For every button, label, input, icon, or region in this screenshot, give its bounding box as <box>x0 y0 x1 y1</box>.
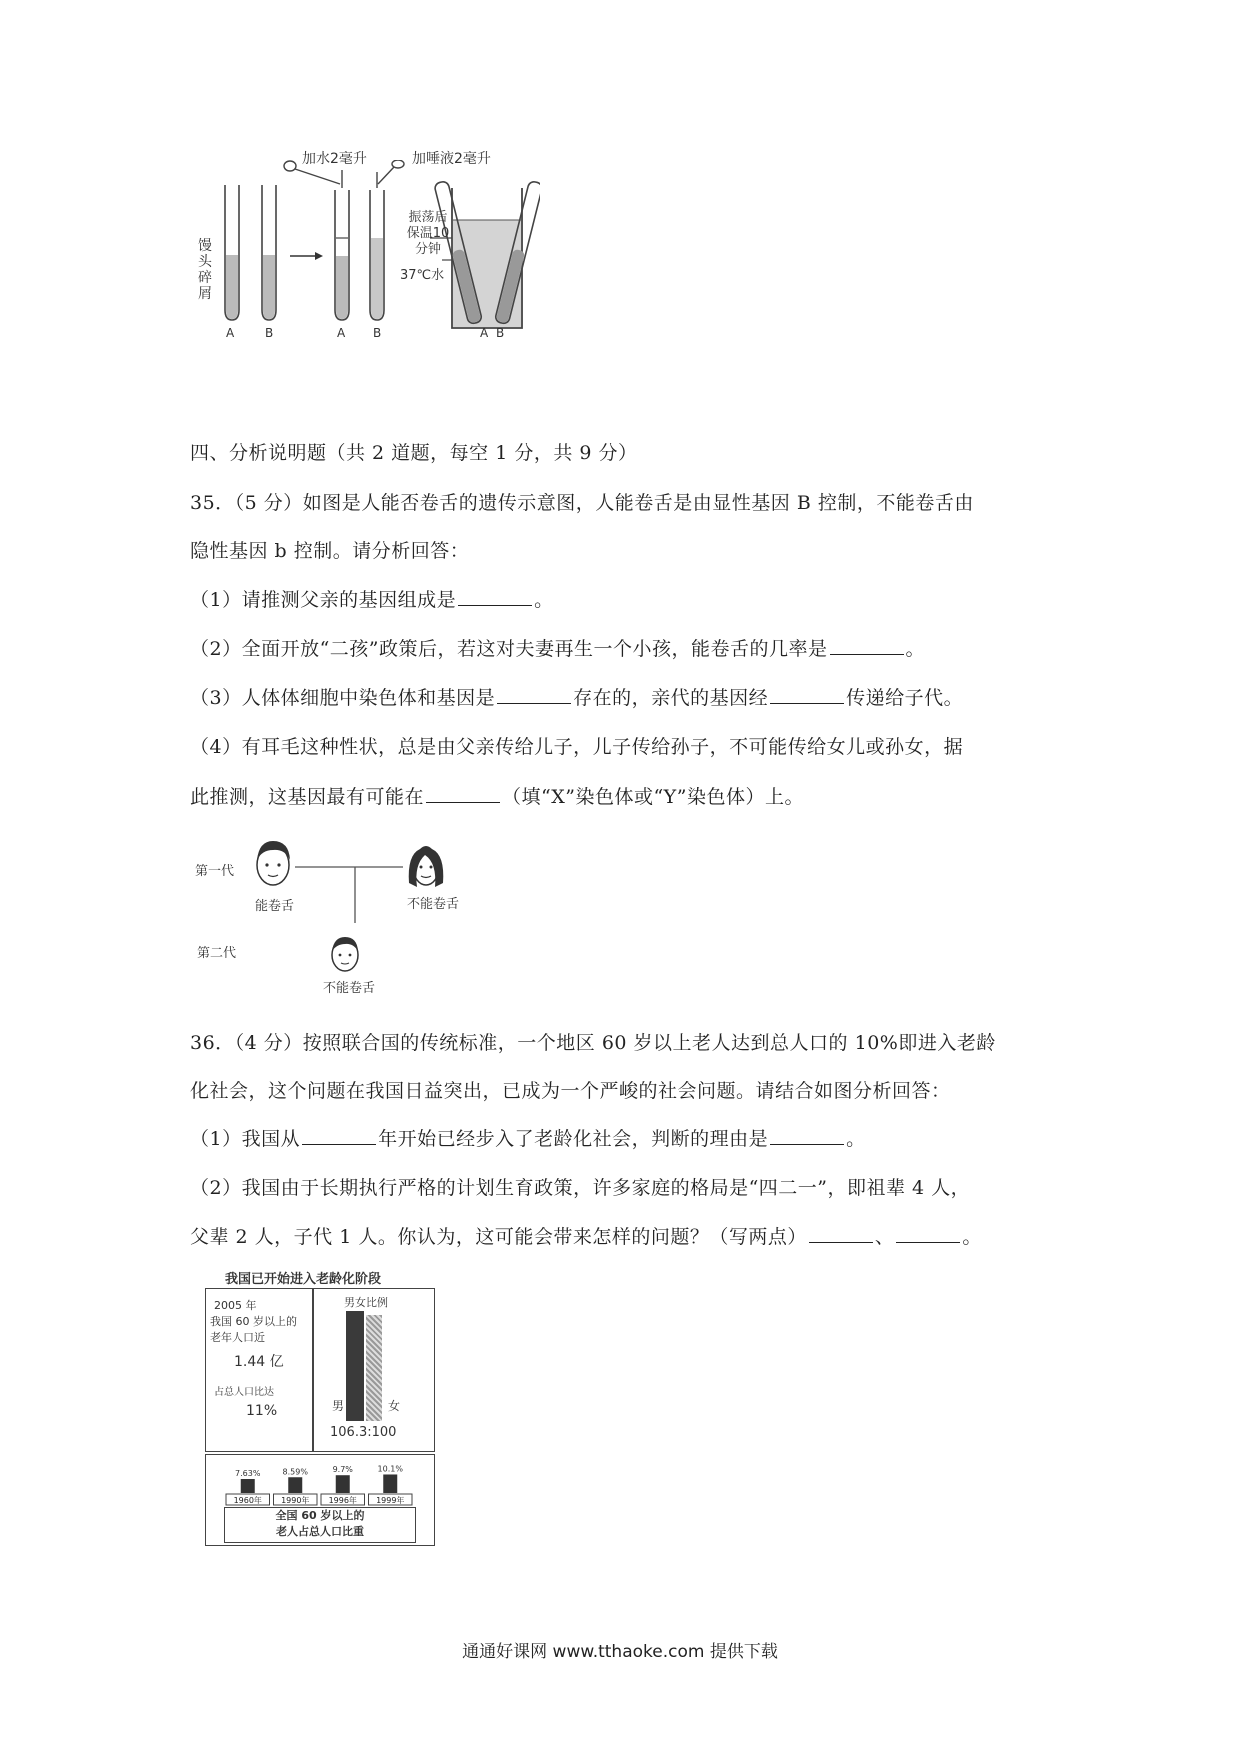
q36-part1 <box>190 1126 866 1152</box>
q36-stem-line2: 化社会，这个问题在我国日益突出，已成为一个严峻的社会问题。请结合如图分析回答： <box>190 1080 951 1102</box>
male-bar <box>346 1311 364 1421</box>
box1-year: 2005 年 <box>214 1299 257 1312</box>
sex-ratio-value: 106.3:100 <box>330 1425 397 1440</box>
q35-blank-4[interactable] <box>770 685 844 704</box>
q36-blank-2[interactable] <box>770 1126 844 1145</box>
q35-part3 <box>190 685 963 711</box>
q35-part3-text: （3）人体体细胞中染色体和基因是 <box>190 687 496 709</box>
q35-part2-end: 。 <box>905 638 926 660</box>
male-label: 男 <box>332 1399 345 1413</box>
chart-caption-line2: 老人占总人口比重 <box>276 1525 364 1538</box>
generation-1-label: 第一代 <box>195 864 235 879</box>
q35-part3-mid: 存在的，亲代的基因经 <box>573 687 769 709</box>
q36-part1-end: 。 <box>846 1128 866 1150</box>
q36-blank-1[interactable] <box>302 1126 376 1145</box>
q35-part1 <box>190 587 554 613</box>
water-label: 37℃水 <box>400 268 445 283</box>
dropper-water-label: 加水2毫升 <box>302 151 367 167</box>
q35-part1-end: 。 <box>534 589 554 611</box>
ratio-chart-box <box>205 1454 435 1546</box>
child-face-icon <box>332 937 358 971</box>
q36-blank-3[interactable] <box>809 1224 873 1243</box>
chart-category-label: 1996年 <box>328 1496 357 1505</box>
elderly-ratio-chart <box>206 1455 434 1509</box>
q36-part2-line1: （2）我国由于长期执行严格的计划生育政策，许多家庭的格局是“四二一”，即祖辈 4 人， <box>190 1177 971 1199</box>
experiment-figure <box>190 151 540 345</box>
q36-part1-text: （1）我国从 <box>190 1128 301 1150</box>
tube-a-water <box>335 170 349 320</box>
q35-part2-text: （2）全面开放“二孩”政策后，若这对夫妻再生一个小孩，能卷舌的几率是 <box>190 638 828 660</box>
generation-2-label: 第二代 <box>197 946 237 961</box>
tube-b-initial <box>262 185 276 320</box>
q36-part2-line2 <box>190 1224 982 1250</box>
q36-stem-line1: 36．（4 分）按照联合国的传统标准，一个地区 60 岁以上老人达到总人口的 10%即进入老龄 <box>190 1032 996 1054</box>
chart-bar <box>383 1474 397 1493</box>
q35-blank-2[interactable] <box>830 636 904 655</box>
step-note: 振荡后 保温10 分钟 <box>406 210 450 257</box>
chart-category-label: 1999年 <box>376 1496 405 1505</box>
chart-caption-line1: 全国 60 岁以上的 <box>275 1509 365 1522</box>
tube-a-label: A <box>226 326 235 340</box>
chart-category-label: 1960年 <box>233 1496 262 1505</box>
experiment-diagram <box>190 160 540 345</box>
tube-b-label: B <box>496 326 505 340</box>
female-bar <box>366 1315 382 1421</box>
chart-bar <box>288 1477 302 1493</box>
sex-ratio-box <box>313 1288 435 1452</box>
tube-a-label: A <box>480 326 489 340</box>
tube-b-label: B <box>373 326 382 340</box>
chart-caption-box <box>224 1507 416 1543</box>
chart-value-label: 9.7% <box>332 1465 353 1475</box>
box2-title: 男女比例 <box>344 1296 388 1309</box>
population-box <box>205 1288 313 1452</box>
q35-blank-1[interactable] <box>458 587 532 606</box>
chart-value-label: 10.1% <box>377 1464 403 1474</box>
box1-value: 1.44 亿 <box>234 1354 284 1370</box>
q36-blank-4[interactable] <box>896 1224 960 1243</box>
arrow-icon <box>290 252 323 260</box>
q35-part4-line1: （4）有耳毛这种性状，总是由父亲传给儿子，儿子传给孙子，不可能传给女儿或孙女，据 <box>190 736 964 758</box>
child-trait-label: 不能卷舌 <box>323 981 376 996</box>
tube-b-saliva <box>370 172 384 320</box>
chart-value-label: 7.63% <box>235 1469 261 1479</box>
chart-value-label: 8.59% <box>282 1467 308 1477</box>
material-label: 馒头碎屑 <box>198 238 212 302</box>
q35-part2 <box>190 636 925 662</box>
q35-part3-end: 传递给子代。 <box>846 687 964 709</box>
tube-a-initial <box>225 185 239 320</box>
father-face-icon <box>257 841 290 885</box>
box1-line4: 占总人口比达 <box>214 1387 274 1398</box>
q35-part1-text: （1）请推测父亲的基因组成是 <box>190 589 457 611</box>
q36-part2-text: 父辈 2 人，子代 1 人。你认为，这可能会带来怎样的问题？（写两点） <box>190 1226 807 1248</box>
dropper-saliva-label: 加唾液2毫升 <box>412 151 491 167</box>
tube-a-label: A <box>337 326 346 340</box>
q36-part1-mid: 年开始已经步入了老龄化社会，判断的理由是 <box>378 1128 769 1150</box>
chart-bar <box>336 1475 350 1493</box>
pedigree-figure <box>195 805 485 995</box>
q35-blank-3[interactable] <box>497 685 571 704</box>
q36-part2-end: 。 <box>962 1226 982 1248</box>
box1-line2: 我国 60 岁以上的 <box>210 1315 297 1328</box>
chart-bar <box>241 1479 255 1493</box>
q36-part2-sep: 、 <box>874 1226 895 1248</box>
mother-trait-label: 不能卷舌 <box>407 897 460 912</box>
tube-b-label: B <box>265 326 274 340</box>
q35-stem-line1: 35．（5 分）如图是人能否卷舌的遗传示意图，人能卷舌是由显性基因 B 控制，不能卷舌由 <box>190 492 974 514</box>
q35-blank-5[interactable] <box>426 784 500 803</box>
poster-title: 我国已开始进入老龄化阶段 <box>225 1272 382 1287</box>
mother-face-icon <box>409 846 444 887</box>
q35-part4-text: 此推测，这基因最有可能在 <box>190 786 425 808</box>
section-title: 四、分析说明题（共 2 道题，每空 1 分，共 9 分） <box>190 442 638 464</box>
dropper-icon <box>378 160 404 184</box>
q35-part4-end: （填“X”染色体或“Y”染色体）上。 <box>502 786 804 808</box>
father-trait-label: 能卷舌 <box>255 899 295 914</box>
box1-line3: 老年人口近 <box>210 1331 265 1344</box>
female-label: 女 <box>388 1399 401 1413</box>
box1-pct: 11% <box>246 1403 278 1419</box>
q35-stem-line2: 隐性基因 b 控制。请分析回答： <box>190 540 470 562</box>
aging-poster <box>205 1268 445 1548</box>
page-footer: 通通好课网 www.tthaoke.com 提供下载 <box>462 1642 778 1662</box>
chart-category-label: 1990年 <box>281 1496 310 1505</box>
